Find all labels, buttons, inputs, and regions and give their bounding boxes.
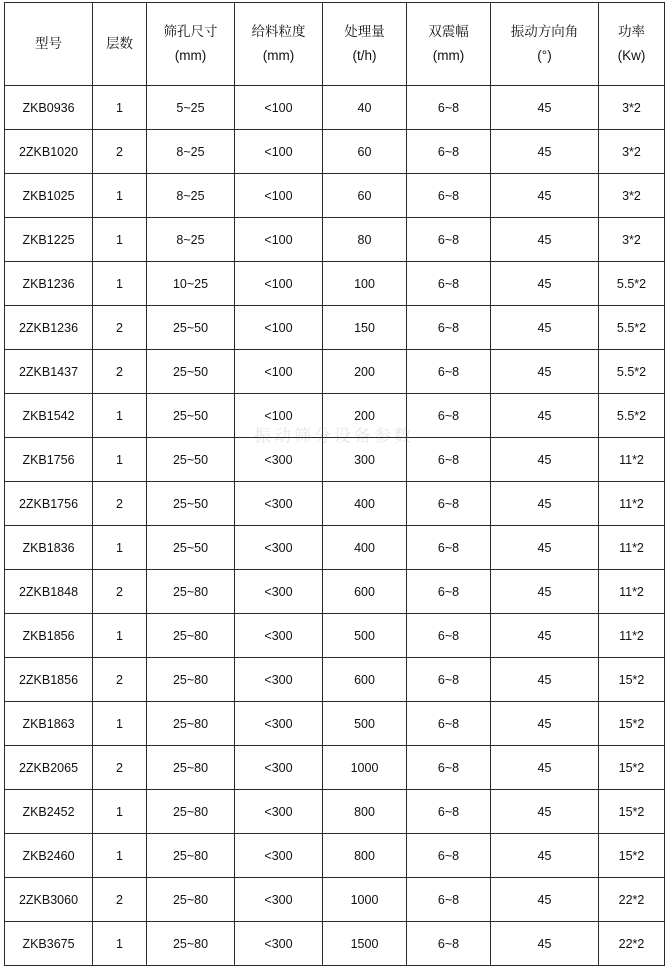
table-cell: 200 xyxy=(323,394,407,438)
table-row xyxy=(5,174,665,218)
table-cell: 45 xyxy=(491,438,599,482)
table-cell: 1 xyxy=(93,526,147,570)
table-cell: 150 xyxy=(323,306,407,350)
table-cell: <300 xyxy=(235,746,323,790)
table-cell: 2 xyxy=(93,878,147,922)
table-cell: <300 xyxy=(235,790,323,834)
table-cell: 1 xyxy=(93,174,147,218)
table-cell: 25~50 xyxy=(147,306,235,350)
table-cell: <300 xyxy=(235,526,323,570)
table-cell: 45 xyxy=(491,174,599,218)
table-cell: 45 xyxy=(491,790,599,834)
table-cell: <300 xyxy=(235,614,323,658)
table-cell: 45 xyxy=(491,570,599,614)
column-header-label: 筛孔尺寸 xyxy=(163,24,218,40)
column-header-unit: (mm) xyxy=(432,48,465,63)
column-header-6 xyxy=(491,3,599,86)
table-cell: 11*2 xyxy=(599,482,665,526)
table-cell: 25~50 xyxy=(147,482,235,526)
table-cell: 45 xyxy=(491,834,599,878)
model-cell: 2ZKB1856 xyxy=(5,658,93,702)
table-cell: 6~8 xyxy=(407,218,491,262)
table-cell: 60 xyxy=(323,130,407,174)
model-cell: ZKB1236 xyxy=(5,262,93,306)
table-cell: 45 xyxy=(491,350,599,394)
table-cell: 1 xyxy=(93,702,147,746)
table-cell: <100 xyxy=(235,174,323,218)
table-cell: 45 xyxy=(491,746,599,790)
table-cell: 45 xyxy=(491,526,599,570)
table-cell: 1 xyxy=(93,614,147,658)
table-cell: 45 xyxy=(491,658,599,702)
table-cell: 45 xyxy=(491,218,599,262)
table-cell: 25~80 xyxy=(147,702,235,746)
table-cell: 1 xyxy=(93,218,147,262)
table-row xyxy=(5,702,665,746)
column-header-label: 振动方向角 xyxy=(510,24,579,40)
model-cell: ZKB1863 xyxy=(5,702,93,746)
table-cell: 25~80 xyxy=(147,614,235,658)
table-cell: 3*2 xyxy=(599,218,665,262)
table-cell: 100 xyxy=(323,262,407,306)
table-cell: <100 xyxy=(235,86,323,130)
model-cell: ZKB0936 xyxy=(5,86,93,130)
table-cell: <100 xyxy=(235,350,323,394)
model-cell: ZKB1225 xyxy=(5,218,93,262)
table-cell: 25~50 xyxy=(147,394,235,438)
table-cell: 45 xyxy=(491,86,599,130)
table-cell: 1 xyxy=(93,262,147,306)
table-cell: 45 xyxy=(491,394,599,438)
table-row xyxy=(5,526,665,570)
table-row xyxy=(5,834,665,878)
table-cell: <100 xyxy=(235,262,323,306)
table-cell: <100 xyxy=(235,130,323,174)
table-cell: 25~80 xyxy=(147,878,235,922)
table-row xyxy=(5,746,665,790)
table-cell: <300 xyxy=(235,922,323,966)
table-cell: 1 xyxy=(93,394,147,438)
table-cell: 25~50 xyxy=(147,438,235,482)
column-header-label: 型号 xyxy=(35,36,62,52)
table-cell: 2 xyxy=(93,570,147,614)
table-cell: 40 xyxy=(323,86,407,130)
table-cell: 10~25 xyxy=(147,262,235,306)
equipment-spec-table xyxy=(4,2,665,966)
table-cell: 2 xyxy=(93,482,147,526)
model-cell: ZKB3675 xyxy=(5,922,93,966)
column-header-label: 功率 xyxy=(618,24,645,40)
table-cell: 60 xyxy=(323,174,407,218)
table-cell: 6~8 xyxy=(407,438,491,482)
table-cell: 15*2 xyxy=(599,702,665,746)
table-cell: 600 xyxy=(323,570,407,614)
table-cell: 2 xyxy=(93,306,147,350)
column-header-4 xyxy=(323,3,407,86)
table-cell: 500 xyxy=(323,702,407,746)
table-cell: 11*2 xyxy=(599,614,665,658)
table-row xyxy=(5,394,665,438)
table-cell: 25~80 xyxy=(147,746,235,790)
table-cell: 45 xyxy=(491,922,599,966)
table-cell: 1500 xyxy=(323,922,407,966)
table-cell: 5.5*2 xyxy=(599,262,665,306)
table-cell: 6~8 xyxy=(407,262,491,306)
table-row xyxy=(5,878,665,922)
table-cell: 800 xyxy=(323,790,407,834)
table-cell: 80 xyxy=(323,218,407,262)
table-cell: 15*2 xyxy=(599,658,665,702)
table-header xyxy=(5,3,665,86)
model-cell: 2ZKB1848 xyxy=(5,570,93,614)
table-row xyxy=(5,922,665,966)
column-header-unit: (Kw) xyxy=(617,48,646,63)
table-cell: 2 xyxy=(93,130,147,174)
column-header-label: 处理量 xyxy=(344,24,385,40)
table-cell: 6~8 xyxy=(407,130,491,174)
table-cell: 15*2 xyxy=(599,746,665,790)
table-cell: 3*2 xyxy=(599,130,665,174)
table-cell: 6~8 xyxy=(407,746,491,790)
table-cell: 1000 xyxy=(323,746,407,790)
table-cell: 6~8 xyxy=(407,350,491,394)
table-cell: 45 xyxy=(491,702,599,746)
model-cell: ZKB2460 xyxy=(5,834,93,878)
table-cell: 400 xyxy=(323,526,407,570)
table-cell: 22*2 xyxy=(599,922,665,966)
table-cell: 3*2 xyxy=(599,174,665,218)
table-body xyxy=(5,86,665,966)
table-cell: 6~8 xyxy=(407,570,491,614)
table-cell: 11*2 xyxy=(599,570,665,614)
table-cell: 45 xyxy=(491,306,599,350)
table-cell: 45 xyxy=(491,130,599,174)
column-header-3 xyxy=(235,3,323,86)
column-header-0 xyxy=(5,3,93,86)
model-cell: ZKB1836 xyxy=(5,526,93,570)
table-cell: 2 xyxy=(93,658,147,702)
table-cell: <300 xyxy=(235,658,323,702)
table-cell: 6~8 xyxy=(407,790,491,834)
model-cell: 2ZKB1020 xyxy=(5,130,93,174)
table-cell: 1 xyxy=(93,834,147,878)
table-cell: 45 xyxy=(491,482,599,526)
table-cell: 6~8 xyxy=(407,922,491,966)
table-row xyxy=(5,790,665,834)
table-cell: 1000 xyxy=(323,878,407,922)
model-cell: 2ZKB1756 xyxy=(5,482,93,526)
table-cell: 25~80 xyxy=(147,834,235,878)
column-header-unit: (mm) xyxy=(174,48,207,63)
table-cell: <300 xyxy=(235,438,323,482)
table-cell: 6~8 xyxy=(407,834,491,878)
table-cell: <300 xyxy=(235,834,323,878)
table-cell: 6~8 xyxy=(407,526,491,570)
table-cell: 15*2 xyxy=(599,834,665,878)
table-cell: 5~25 xyxy=(147,86,235,130)
column-header-label: 双震幅 xyxy=(428,24,469,40)
table-cell: 500 xyxy=(323,614,407,658)
column-header-7 xyxy=(599,3,665,86)
column-header-5 xyxy=(407,3,491,86)
table-cell: 8~25 xyxy=(147,130,235,174)
table-cell: 11*2 xyxy=(599,438,665,482)
model-cell: 2ZKB2065 xyxy=(5,746,93,790)
column-header-1 xyxy=(93,3,147,86)
column-header-unit: (mm) xyxy=(262,48,295,63)
table-cell: <300 xyxy=(235,482,323,526)
table-cell: 22*2 xyxy=(599,878,665,922)
table-cell: 25~80 xyxy=(147,922,235,966)
model-cell: ZKB1856 xyxy=(5,614,93,658)
column-header-label: 给料粒度 xyxy=(251,24,306,40)
table-row xyxy=(5,86,665,130)
model-cell: 2ZKB3060 xyxy=(5,878,93,922)
table-cell: 11*2 xyxy=(599,526,665,570)
table-cell: 800 xyxy=(323,834,407,878)
table-cell: 5.5*2 xyxy=(599,394,665,438)
table-row xyxy=(5,570,665,614)
model-cell: 2ZKB1437 xyxy=(5,350,93,394)
table-cell: 300 xyxy=(323,438,407,482)
table-cell: 1 xyxy=(93,790,147,834)
table-cell: 200 xyxy=(323,350,407,394)
model-cell: ZKB1025 xyxy=(5,174,93,218)
table-cell: 600 xyxy=(323,658,407,702)
table-row xyxy=(5,306,665,350)
table-cell: 1 xyxy=(93,438,147,482)
model-cell: 2ZKB1236 xyxy=(5,306,93,350)
table-cell: <300 xyxy=(235,570,323,614)
table-cell: 8~25 xyxy=(147,174,235,218)
table-cell: 6~8 xyxy=(407,482,491,526)
table-cell: 6~8 xyxy=(407,878,491,922)
column-header-unit: (t/h) xyxy=(352,48,377,63)
table-row xyxy=(5,130,665,174)
table-cell: 45 xyxy=(491,614,599,658)
table-cell: <100 xyxy=(235,306,323,350)
table-row xyxy=(5,438,665,482)
table-cell: 6~8 xyxy=(407,614,491,658)
table-cell: 6~8 xyxy=(407,86,491,130)
table-row xyxy=(5,262,665,306)
table-cell: <100 xyxy=(235,394,323,438)
table-cell: 6~8 xyxy=(407,658,491,702)
table-cell: 2 xyxy=(93,350,147,394)
table-row xyxy=(5,614,665,658)
header-row xyxy=(5,3,665,86)
table-cell: 400 xyxy=(323,482,407,526)
table-cell: 25~50 xyxy=(147,526,235,570)
table-cell: 6~8 xyxy=(407,702,491,746)
table-cell: 25~80 xyxy=(147,658,235,702)
table-cell: 3*2 xyxy=(599,86,665,130)
table-cell: 6~8 xyxy=(407,174,491,218)
table-cell: <300 xyxy=(235,878,323,922)
watermark-text: 振动筛分设备参数 xyxy=(254,426,414,445)
table-row xyxy=(5,658,665,702)
table-cell: 8~25 xyxy=(147,218,235,262)
table-row xyxy=(5,482,665,526)
table-cell: 15*2 xyxy=(599,790,665,834)
table-cell: 6~8 xyxy=(407,394,491,438)
table-cell: 6~8 xyxy=(407,306,491,350)
table-cell: 25~80 xyxy=(147,570,235,614)
table-cell: 45 xyxy=(491,878,599,922)
model-cell: ZKB1756 xyxy=(5,438,93,482)
table-cell: <100 xyxy=(235,218,323,262)
table-cell: 45 xyxy=(491,262,599,306)
table-cell: 1 xyxy=(93,86,147,130)
table-cell: 25~80 xyxy=(147,790,235,834)
table-cell: 5.5*2 xyxy=(599,306,665,350)
table-row xyxy=(5,218,665,262)
table-cell: 2 xyxy=(93,746,147,790)
column-header-2 xyxy=(147,3,235,86)
column-header-unit: (°) xyxy=(537,48,552,63)
table-row xyxy=(5,350,665,394)
table-cell: <300 xyxy=(235,702,323,746)
model-cell: ZKB1542 xyxy=(5,394,93,438)
column-header-label: 层数 xyxy=(106,36,133,52)
table-cell: 5.5*2 xyxy=(599,350,665,394)
table-cell: 1 xyxy=(93,922,147,966)
model-cell: ZKB2452 xyxy=(5,790,93,834)
table-cell: 25~50 xyxy=(147,350,235,394)
